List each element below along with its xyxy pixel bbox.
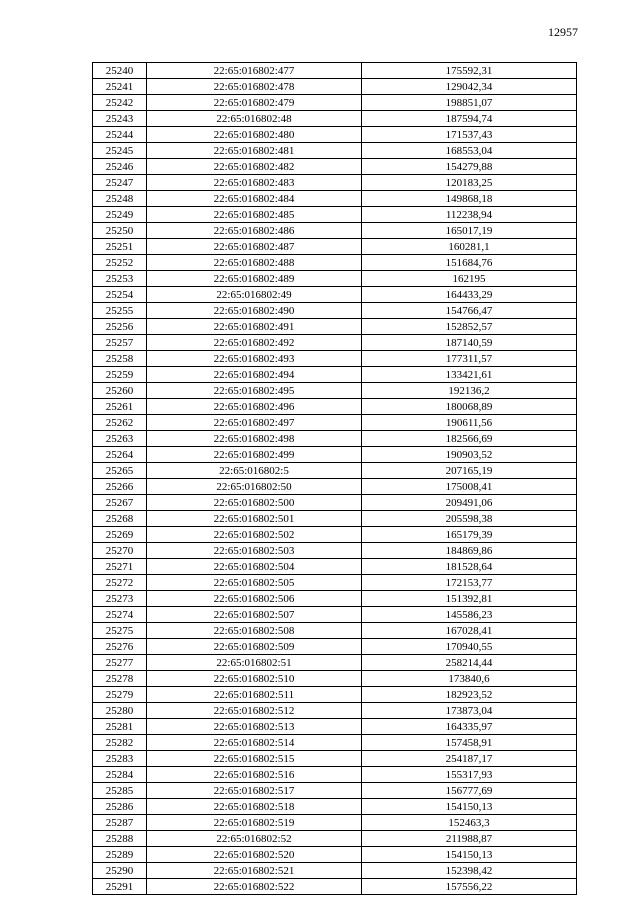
- cadastral-number-cell: 22:65:016802:5: [147, 463, 362, 479]
- value-cell: 120183,25: [362, 175, 577, 191]
- value-cell: 133421,61: [362, 367, 577, 383]
- table-row: [93, 383, 577, 399]
- table-row: [93, 527, 577, 543]
- row-number-cell: 25285: [93, 783, 147, 799]
- cadastral-number-cell: 22:65:016802:486: [147, 223, 362, 239]
- value-cell: 157556,22: [362, 879, 577, 895]
- value-cell: 152398,42: [362, 863, 577, 879]
- value-cell: 205598,38: [362, 511, 577, 527]
- value-cell: 167028,41: [362, 623, 577, 639]
- table-row: [93, 143, 577, 159]
- table-row: [93, 367, 577, 383]
- cadastral-number-cell: 22:65:016802:50: [147, 479, 362, 495]
- cadastral-number-cell: 22:65:016802:510: [147, 671, 362, 687]
- table-row: [93, 159, 577, 175]
- value-cell: 152463,3: [362, 815, 577, 831]
- row-number-cell: 25246: [93, 159, 147, 175]
- row-number-cell: 25260: [93, 383, 147, 399]
- cadastral-number-cell: 22:65:016802:513: [147, 719, 362, 735]
- table-row: [93, 815, 577, 831]
- value-cell: 151392,81: [362, 591, 577, 607]
- row-number-cell: 25256: [93, 319, 147, 335]
- cadastral-number-cell: 22:65:016802:505: [147, 575, 362, 591]
- table-row: [93, 479, 577, 495]
- table-row: [93, 655, 577, 671]
- table-row: [93, 415, 577, 431]
- cadastral-number-cell: 22:65:016802:507: [147, 607, 362, 623]
- cadastral-number-cell: 22:65:016802:495: [147, 383, 362, 399]
- cadastral-number-cell: 22:65:016802:52: [147, 831, 362, 847]
- value-cell: 165017,19: [362, 223, 577, 239]
- row-number-cell: 25274: [93, 607, 147, 623]
- table-row: [93, 847, 577, 863]
- cadastral-number-cell: 22:65:016802:499: [147, 447, 362, 463]
- cadastral-number-cell: 22:65:016802:522: [147, 879, 362, 895]
- value-cell: 175592,31: [362, 63, 577, 79]
- value-cell: 211988,87: [362, 831, 577, 847]
- table-row: [93, 559, 577, 575]
- value-cell: 155317,93: [362, 767, 577, 783]
- value-cell: 154150,13: [362, 847, 577, 863]
- table-row: [93, 879, 577, 895]
- cadastral-number-cell: 22:65:016802:492: [147, 335, 362, 351]
- value-cell: 160281,1: [362, 239, 577, 255]
- table-row: [93, 687, 577, 703]
- cadastral-number-cell: 22:65:016802:506: [147, 591, 362, 607]
- value-cell: 154766,47: [362, 303, 577, 319]
- table-row: [93, 207, 577, 223]
- row-number-cell: 25273: [93, 591, 147, 607]
- cadastral-number-cell: 22:65:016802:484: [147, 191, 362, 207]
- value-cell: 182923,52: [362, 687, 577, 703]
- value-cell: 181528,64: [362, 559, 577, 575]
- row-number-cell: 25252: [93, 255, 147, 271]
- row-number-cell: 25286: [93, 799, 147, 815]
- table-row: [93, 287, 577, 303]
- cadastral-number-cell: 22:65:016802:48: [147, 111, 362, 127]
- table-body: [93, 63, 577, 895]
- table-row: [93, 463, 577, 479]
- value-cell: 112238,94: [362, 207, 577, 223]
- value-cell: 173840,6: [362, 671, 577, 687]
- row-number-cell: 25278: [93, 671, 147, 687]
- row-number-cell: 25291: [93, 879, 147, 895]
- row-number-cell: 25276: [93, 639, 147, 655]
- table-row: [93, 111, 577, 127]
- table-row: [93, 399, 577, 415]
- table-row: [93, 79, 577, 95]
- table-row: [93, 543, 577, 559]
- table-row: [93, 591, 577, 607]
- cadastral-number-cell: 22:65:016802:501: [147, 511, 362, 527]
- table-row: [93, 703, 577, 719]
- table-row: [93, 735, 577, 751]
- row-number-cell: 25248: [93, 191, 147, 207]
- cadastral-number-cell: 22:65:016802:508: [147, 623, 362, 639]
- cadastral-number-cell: 22:65:016802:49: [147, 287, 362, 303]
- value-cell: 170940,55: [362, 639, 577, 655]
- table-row: [93, 351, 577, 367]
- cadastral-number-cell: 22:65:016802:487: [147, 239, 362, 255]
- value-cell: 190903,52: [362, 447, 577, 463]
- table-row: [93, 623, 577, 639]
- value-cell: 162195: [362, 271, 577, 287]
- row-number-cell: 25275: [93, 623, 147, 639]
- row-number-cell: 25242: [93, 95, 147, 111]
- table-row: [93, 95, 577, 111]
- row-number-cell: 25266: [93, 479, 147, 495]
- value-cell: 151684,76: [362, 255, 577, 271]
- row-number-cell: 25287: [93, 815, 147, 831]
- row-number-cell: 25245: [93, 143, 147, 159]
- cadastral-number-cell: 22:65:016802:518: [147, 799, 362, 815]
- cadastral-number-cell: 22:65:016802:514: [147, 735, 362, 751]
- table-row: [93, 863, 577, 879]
- cadastral-number-cell: 22:65:016802:521: [147, 863, 362, 879]
- table-row: [93, 223, 577, 239]
- row-number-cell: 25264: [93, 447, 147, 463]
- row-number-cell: 25255: [93, 303, 147, 319]
- row-number-cell: 25283: [93, 751, 147, 767]
- table-row: [93, 575, 577, 591]
- row-number-cell: 25268: [93, 511, 147, 527]
- table-row: [93, 799, 577, 815]
- row-number-cell: 25282: [93, 735, 147, 751]
- table-row: [93, 255, 577, 271]
- cadastral-number-cell: 22:65:016802:483: [147, 175, 362, 191]
- row-number-cell: 25249: [93, 207, 147, 223]
- value-cell: 184869,86: [362, 543, 577, 559]
- table-row: [93, 767, 577, 783]
- value-cell: 157458,91: [362, 735, 577, 751]
- value-cell: 207165,19: [362, 463, 577, 479]
- table-row: [93, 431, 577, 447]
- value-cell: 175008,41: [362, 479, 577, 495]
- cadastral-number-cell: 22:65:016802:479: [147, 95, 362, 111]
- row-number-cell: 25290: [93, 863, 147, 879]
- value-cell: 258214,44: [362, 655, 577, 671]
- row-number-cell: 25250: [93, 223, 147, 239]
- cadastral-number-cell: 22:65:016802:502: [147, 527, 362, 543]
- cadastral-number-cell: 22:65:016802:488: [147, 255, 362, 271]
- value-cell: 254187,17: [362, 751, 577, 767]
- table-row: [93, 831, 577, 847]
- cadastral-number-cell: 22:65:016802:478: [147, 79, 362, 95]
- value-cell: 164433,29: [362, 287, 577, 303]
- cadastral-number-cell: 22:65:016802:496: [147, 399, 362, 415]
- value-cell: 187140,59: [362, 335, 577, 351]
- cadastral-number-cell: 22:65:016802:504: [147, 559, 362, 575]
- row-number-cell: 25267: [93, 495, 147, 511]
- cadastral-number-cell: 22:65:016802:493: [147, 351, 362, 367]
- cadastral-number-cell: 22:65:016802:494: [147, 367, 362, 383]
- cadastral-number-cell: 22:65:016802:511: [147, 687, 362, 703]
- cadastral-number-cell: 22:65:016802:490: [147, 303, 362, 319]
- value-cell: 168553,04: [362, 143, 577, 159]
- value-cell: 149868,18: [362, 191, 577, 207]
- cadastral-number-cell: 22:65:016802:480: [147, 127, 362, 143]
- table-row: [93, 607, 577, 623]
- value-cell: 173873,04: [362, 703, 577, 719]
- cadastral-number-cell: 22:65:016802:51: [147, 655, 362, 671]
- value-cell: 209491,06: [362, 495, 577, 511]
- cadastral-number-cell: 22:65:016802:517: [147, 783, 362, 799]
- row-number-cell: 25280: [93, 703, 147, 719]
- value-cell: 177311,57: [362, 351, 577, 367]
- row-number-cell: 25272: [93, 575, 147, 591]
- row-number-cell: 25258: [93, 351, 147, 367]
- page-number: 12957: [548, 25, 578, 39]
- row-number-cell: 25279: [93, 687, 147, 703]
- row-number-cell: 25261: [93, 399, 147, 415]
- value-cell: 129042,34: [362, 79, 577, 95]
- value-cell: 154279,88: [362, 159, 577, 175]
- table-row: [93, 511, 577, 527]
- row-number-cell: 25265: [93, 463, 147, 479]
- row-number-cell: 25247: [93, 175, 147, 191]
- value-cell: 182566,69: [362, 431, 577, 447]
- table-row: [93, 63, 577, 79]
- table-row: [93, 447, 577, 463]
- table-row: [93, 671, 577, 687]
- cadastral-number-cell: 22:65:016802:515: [147, 751, 362, 767]
- value-cell: 187594,74: [362, 111, 577, 127]
- row-number-cell: 25241: [93, 79, 147, 95]
- cadastral-number-cell: 22:65:016802:497: [147, 415, 362, 431]
- value-cell: 190611,56: [362, 415, 577, 431]
- data-table: [92, 62, 577, 895]
- table-row: [93, 175, 577, 191]
- row-number-cell: 25244: [93, 127, 147, 143]
- value-cell: 165179,39: [362, 527, 577, 543]
- value-cell: 180068,89: [362, 399, 577, 415]
- cadastral-number-cell: 22:65:016802:516: [147, 767, 362, 783]
- value-cell: 172153,77: [362, 575, 577, 591]
- row-number-cell: 25289: [93, 847, 147, 863]
- cadastral-number-cell: 22:65:016802:503: [147, 543, 362, 559]
- cadastral-number-cell: 22:65:016802:509: [147, 639, 362, 655]
- table-row: [93, 271, 577, 287]
- row-number-cell: 25269: [93, 527, 147, 543]
- row-number-cell: 25277: [93, 655, 147, 671]
- value-cell: 152852,57: [362, 319, 577, 335]
- cadastral-number-cell: 22:65:016802:498: [147, 431, 362, 447]
- table-row: [93, 783, 577, 799]
- table-row: [93, 719, 577, 735]
- table-row: [93, 239, 577, 255]
- cadastral-number-cell: 22:65:016802:482: [147, 159, 362, 175]
- table-row: [93, 127, 577, 143]
- row-number-cell: 25262: [93, 415, 147, 431]
- row-number-cell: 25288: [93, 831, 147, 847]
- value-cell: 156777,69: [362, 783, 577, 799]
- cadastral-number-cell: 22:65:016802:481: [147, 143, 362, 159]
- cadastral-number-cell: 22:65:016802:489: [147, 271, 362, 287]
- cadastral-number-cell: 22:65:016802:512: [147, 703, 362, 719]
- row-number-cell: 25257: [93, 335, 147, 351]
- cadastral-number-cell: 22:65:016802:520: [147, 847, 362, 863]
- row-number-cell: 25253: [93, 271, 147, 287]
- table-row: [93, 639, 577, 655]
- value-cell: 164335,97: [362, 719, 577, 735]
- table-row: [93, 319, 577, 335]
- value-cell: 171537,43: [362, 127, 577, 143]
- value-cell: 192136,2: [362, 383, 577, 399]
- cadastral-number-cell: 22:65:016802:491: [147, 319, 362, 335]
- row-number-cell: 25259: [93, 367, 147, 383]
- row-number-cell: 25243: [93, 111, 147, 127]
- row-number-cell: 25281: [93, 719, 147, 735]
- cadastral-number-cell: 22:65:016802:500: [147, 495, 362, 511]
- value-cell: 154150,13: [362, 799, 577, 815]
- row-number-cell: 25271: [93, 559, 147, 575]
- table-row: [93, 303, 577, 319]
- row-number-cell: 25240: [93, 63, 147, 79]
- cadastral-number-cell: 22:65:016802:485: [147, 207, 362, 223]
- row-number-cell: 25254: [93, 287, 147, 303]
- cadastral-number-cell: 22:65:016802:519: [147, 815, 362, 831]
- value-cell: 145586,23: [362, 607, 577, 623]
- cadastral-number-cell: 22:65:016802:477: [147, 63, 362, 79]
- row-number-cell: 25284: [93, 767, 147, 783]
- row-number-cell: 25251: [93, 239, 147, 255]
- table-row: [93, 751, 577, 767]
- row-number-cell: 25270: [93, 543, 147, 559]
- table-row: [93, 191, 577, 207]
- table-row: [93, 495, 577, 511]
- row-number-cell: 25263: [93, 431, 147, 447]
- value-cell: 198851,07: [362, 95, 577, 111]
- table-row: [93, 335, 577, 351]
